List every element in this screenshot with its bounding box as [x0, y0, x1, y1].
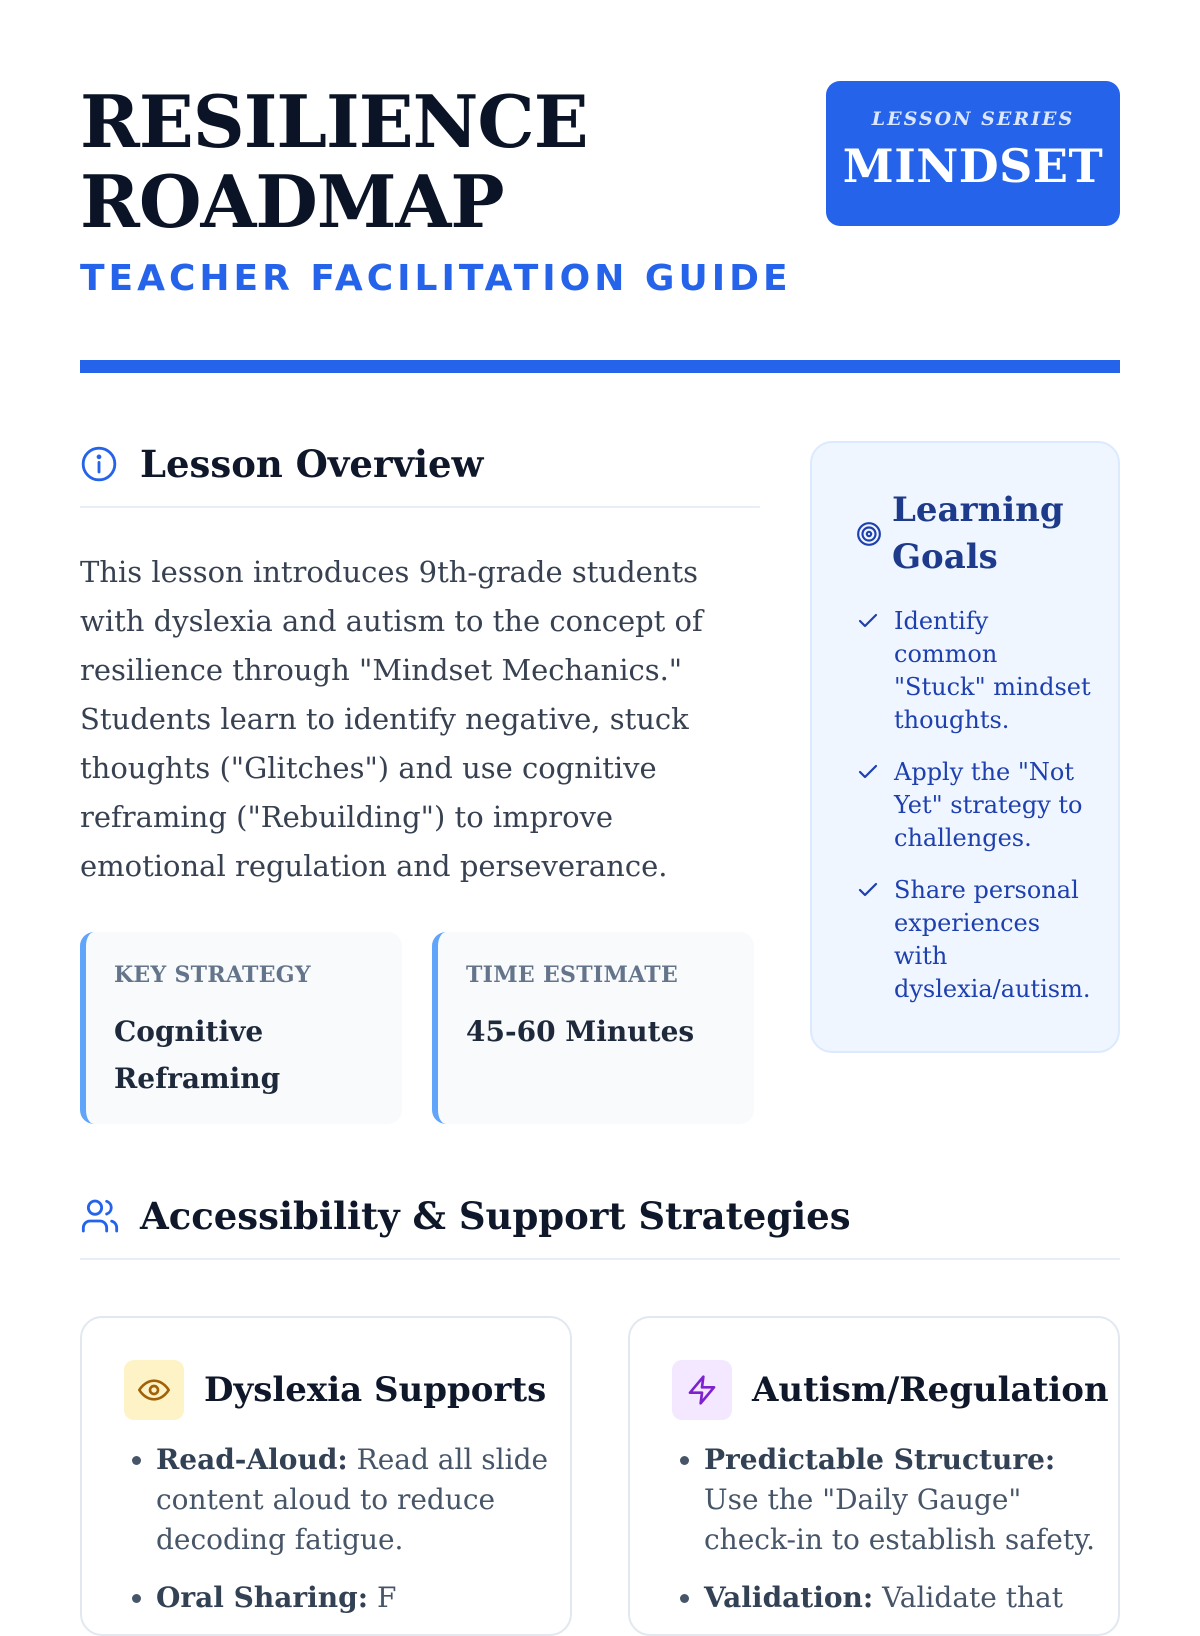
goal-item	[856, 605, 1096, 737]
title-line-1: RESILIENCE	[80, 79, 588, 164]
item-term: Oral Sharing:	[156, 1581, 369, 1614]
users-icon	[80, 1196, 120, 1236]
goal-text: Identify common "Stuck" mindset thoughts.	[894, 607, 1091, 734]
dyslexia-supports-card	[80, 1316, 572, 1636]
autism-regulation-card	[628, 1316, 1120, 1636]
check-icon	[856, 756, 894, 855]
info-circle-icon	[80, 444, 120, 484]
overview-divider	[80, 506, 760, 508]
accessibility-title: Accessibility & Support Strategies	[140, 1194, 851, 1238]
list-item	[704, 1578, 1114, 1618]
title-line-2: ROADMAP	[80, 159, 504, 244]
item-text: Use the "Daily Gauge" check-in to establish safety.	[704, 1483, 1096, 1556]
list-item	[156, 1578, 566, 1618]
stat-value: 45-60 Minutes	[466, 1015, 695, 1048]
target-icon	[856, 521, 882, 551]
stat-time-estimate	[432, 932, 754, 1124]
page-title	[80, 79, 780, 244]
item-term: Predictable Structure:	[704, 1443, 1056, 1476]
goal-text: Apply the "Not Yet" strategy to challenges.	[894, 758, 1083, 852]
overview-title: Lesson Overview	[140, 442, 484, 486]
list-item	[704, 1440, 1114, 1560]
stat-label: TIME ESTIMATE	[466, 962, 679, 988]
card-title: Dyslexia Supports	[204, 1370, 547, 1410]
check-icon	[856, 605, 894, 737]
series-badge	[826, 81, 1120, 226]
card-list	[122, 1440, 566, 1636]
accessibility-divider	[80, 1258, 1120, 1260]
check-icon	[856, 874, 894, 1006]
goal-item	[856, 756, 1096, 855]
item-text: F	[368, 1581, 397, 1614]
item-term: Validation:	[704, 1581, 874, 1614]
card-title: Autism/Regulation	[752, 1370, 1109, 1410]
overview-description: This lesson introduces 9th-grade students with dyslexia and autism to the concept of resilience through "Mindset Mechanics." Students learn to identify negative, stuck thoughts ("Glitches") and use cognitive reframing ("Rebuilding") to improve emotional regulation and perseverance.	[80, 555, 703, 883]
badge-label: LESSON SERIES	[871, 108, 1075, 130]
goals-title: Learning Goals	[892, 490, 1064, 577]
badge-value: MINDSET	[842, 139, 1104, 193]
accessibility-heading	[80, 1194, 851, 1238]
goal-text: Share personal experiences with dyslexia/autism.	[894, 876, 1091, 1003]
learning-goals-panel	[810, 441, 1120, 1053]
stat-key-strategy	[80, 932, 402, 1124]
guide-page	[80, 0, 1120, 1614]
list-item	[156, 1440, 566, 1560]
item-text: Read all slide content aloud to reduce decoding fatigue.	[156, 1443, 549, 1556]
item-text: Validate that	[873, 1581, 1063, 1614]
stat-label: KEY STRATEGY	[114, 962, 311, 988]
header-divider	[80, 360, 1120, 373]
card-list	[670, 1440, 1114, 1636]
overview-heading	[80, 442, 483, 486]
stat-value: Cognitive Reframing	[114, 1015, 281, 1095]
goal-item	[856, 874, 1096, 1006]
eye-icon	[124, 1360, 184, 1420]
item-term: Read-Aloud:	[156, 1443, 348, 1476]
page-subtitle: TEACHER FACILITATION GUIDE	[80, 258, 792, 299]
lightning-icon	[672, 1360, 732, 1420]
